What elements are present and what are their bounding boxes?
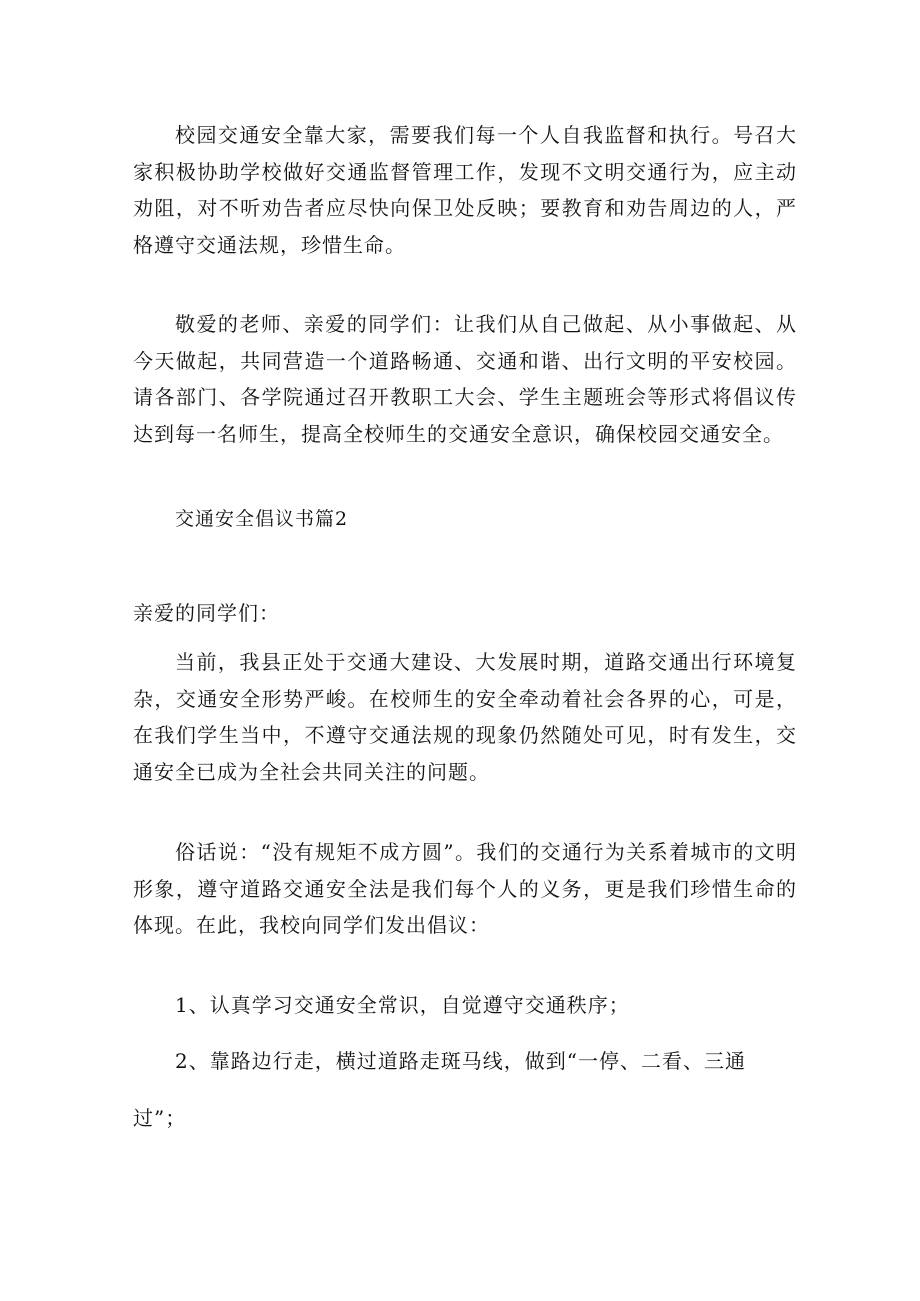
paragraph-appeal: 敬爱的老师、亲爱的同学们：让我们从自己做起、从小事做起、从今天做起，共同营造一个道路畅通、交通和谐、出行文明的平安校园。请各部门、各学院通过召开教职工大会、学生主题班会等形式将倡议传达到每一名师生，提高全校师生的交通安全意识，确保校园交通安全。 [133,312,797,446]
list-item-continuation: 过”； [133,1106,187,1130]
section-title: 交通安全倡议书篇2 [175,508,349,530]
paragraph-current-situation: 当前，我县正处于交通大建设、大发展时期，道路交通出行环境复杂，交通安全形势严峻。在校师生的安全牵动着社会各界的心，可是，在我们学生当中，不遵守交通法规的现象仍然随处可见，时有发生，交通安全已成为全社会共同关注的问题。 [133,650,797,784]
paragraph-proverb: 俗话说：“没有规矩不成方圆”。我们的交通行为关系着城市的文明形象，遵守道路交通安全法是我们每个人的义务，更是我们珍惜生命的体现。在此，我校向同学们发出倡议： [133,840,797,937]
list-item: 2、靠路边行走，横过道路走斑马线，做到“一停、二看、三通 [175,1049,746,1073]
list-item: 1、认真学习交通安全常识，自觉遵守交通秩序； [175,993,630,1017]
greeting: 亲爱的同学们： [133,601,280,625]
paragraph-campus-safety: 校园交通安全靠大家，需要我们每一个人自我监督和执行。号召大家积极协助学校做好交通监督管理工作，发现不文明交通行为，应主动劝阻，对不听劝告者应尽快向保卫处反映；要教育和劝告周边的人，严格遵守交通法规，珍惜生命。 [133,123,797,257]
